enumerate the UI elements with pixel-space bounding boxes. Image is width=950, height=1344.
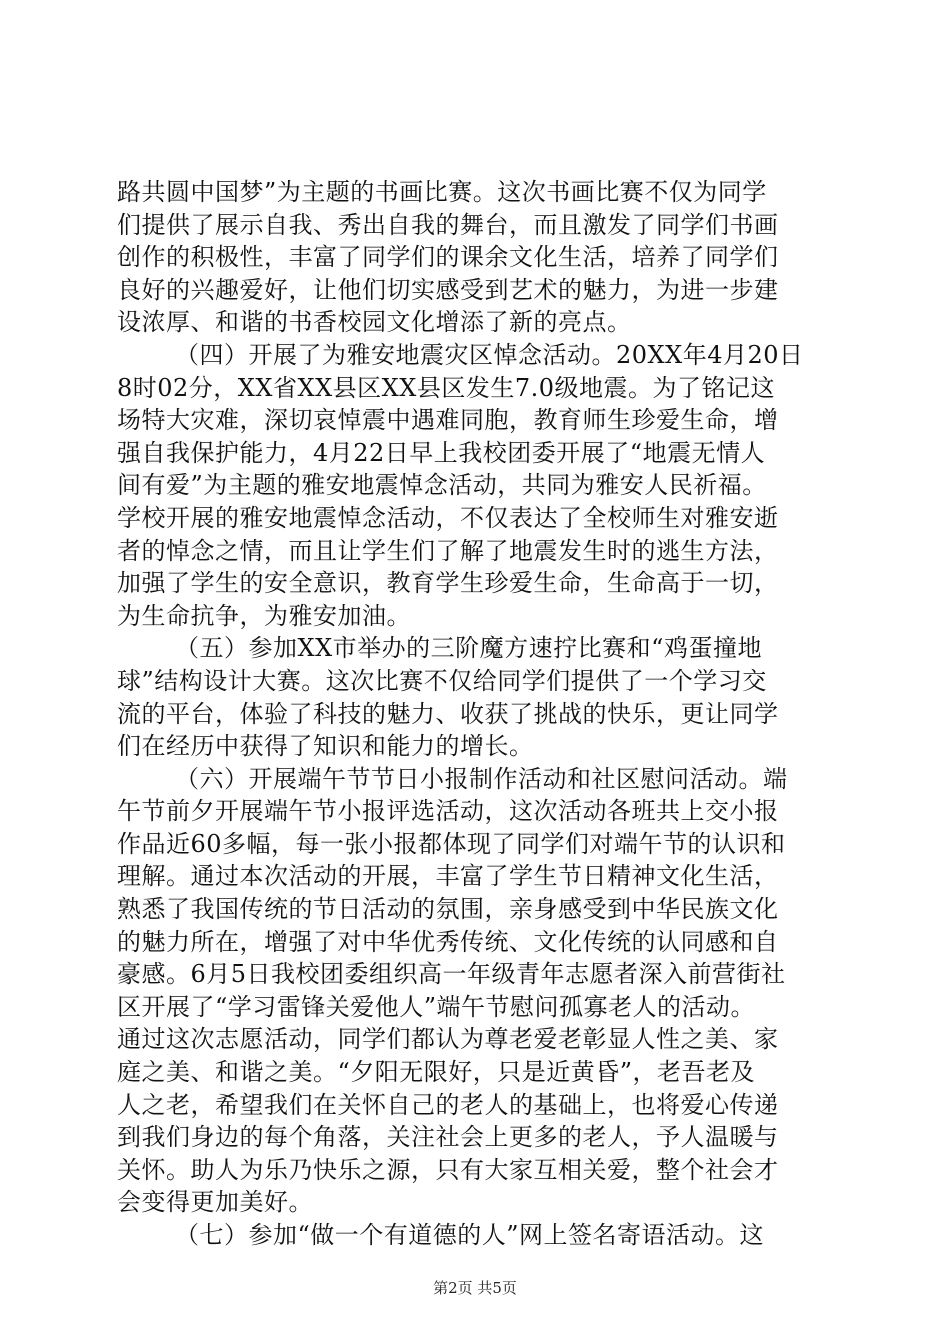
text-line: 为生命抗争，为雅安加油。: [117, 601, 411, 630]
text-line: 豪感。6月5日我校团委组织高一年级青年志愿者深入前营街社: [117, 960, 786, 989]
paragraph-start-line: （七）参加“做一个有道德的人”网上签名寄语活动。这: [175, 1221, 765, 1249]
text-line: 学校开展的雅安地震悼念活动，不仅表达了全校师生对雅安逝: [117, 503, 779, 532]
text-line: 作品近60多幅，每一张小报都体现了同学们对端午节的认识和: [117, 829, 786, 858]
text-line: 人之老，希望我们在关怀自己的老人的基础上，也将爱心传递: [117, 1090, 779, 1119]
text-line: 区开展了“学习雷锋关爱他人”端午节慰问孤寡老人的活动。: [117, 992, 756, 1021]
text-line: 强自我保护能力，4月22日早上我校团委开展了“地震无情人: [117, 438, 766, 467]
text-line: 路共圆中国梦”为主题的书画比赛。这次书画比赛不仅为同学: [117, 178, 767, 206]
text-line: 庭之美、和谐之美。“夕阳无限好，只是近黄昏”，老吾老及: [117, 1058, 756, 1087]
text-line: 场特大灾难，深切哀悼震中遇难同胞，教育师生珍爱生命，增: [117, 406, 779, 435]
text-line: 球”结构设计大赛。这次比赛不仅给同学们提供了一个学习交: [117, 666, 767, 695]
text-line: 间有爱”为主题的雅安地震悼念活动，共同为雅安人民祈福。: [117, 471, 767, 500]
text-line: 的魅力所在，增强了对中华优秀传统、文化传统的认同感和自: [117, 927, 779, 956]
paragraph-start-line: （六）开展端午节节日小报制作活动和社区慰问活动。端: [175, 764, 788, 793]
text-line: 午节前夕开展端午节小报评选活动，这次活动各班共上交小报: [117, 797, 779, 826]
text-line: 们在经历中获得了知识和能力的增长。: [117, 732, 534, 761]
text-line: 会变得更加美好。: [117, 1188, 313, 1217]
text-line: 创作的积极性，丰富了同学们的课余文化生活，培养了同学们: [117, 243, 779, 272]
text-line: 加强了学生的安全意识，教育学生珍爱生命，生命高于一切，: [117, 569, 779, 598]
document-body: [117, 176, 833, 1252]
text-line: 理解。通过本次活动的开展，丰富了学生节日精神文化生活，: [117, 862, 779, 891]
text-line: 关怀。助人为乐乃快乐之源，只有大家互相关爱，整个社会才: [117, 1155, 779, 1184]
text-line: 8时02分，XX省XX县区XX县区发生7.0级地震。为了铭记这: [117, 373, 775, 402]
text-line: 良好的兴趣爱好，让他们切实感受到艺术的魅力，为进一步建: [117, 275, 779, 304]
text-line: 熟悉了我国传统的节日活动的氛围，亲身感受到中华民族文化: [117, 895, 779, 924]
paragraph-start-line: （五）参加XX市举办的三阶魔方速拧比赛和“鸡蛋撞地: [175, 634, 762, 663]
text-line: 到我们身边的每个角落，关注社会上更多的老人，予人温暖与: [117, 1123, 779, 1152]
text-line: 通过这次志愿活动，同学们都认为尊老爱老彰显人性之美、家: [117, 1025, 779, 1054]
paragraph-start-line: （四）开展了为雅安地震灾区悼念活动。20XX年4月20日: [175, 340, 804, 369]
text-line: 们提供了展示自我、秀出自我的舞台，而且激发了同学们书画: [117, 210, 779, 239]
page-number-footer: 第2页 共5页: [433, 1279, 517, 1297]
text-line: 者的悼念之情，而且让学生们了解了地震发生时的逃生方法，: [117, 536, 779, 565]
text-line: 设浓厚、和谐的书香校园文化增添了新的亮点。: [117, 308, 632, 337]
text-line: 流的平台，体验了科技的魅力、收获了挑战的快乐，更让同学: [117, 699, 779, 728]
